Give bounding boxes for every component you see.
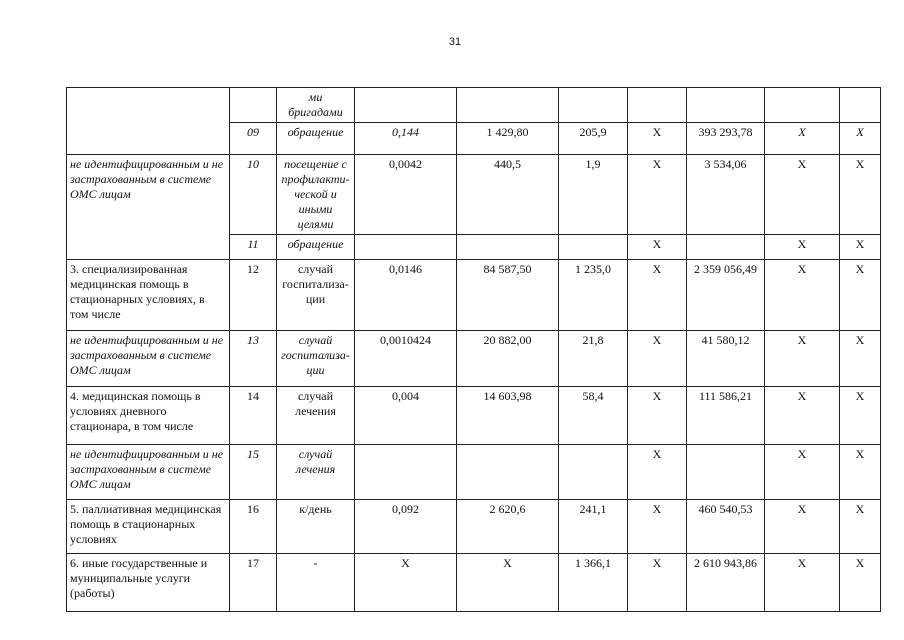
- row-value-4: 2 359 056,49: [687, 260, 765, 331]
- row-x-3: [840, 88, 881, 123]
- row-x-2: X: [765, 500, 840, 554]
- row-code: 14: [230, 387, 277, 445]
- row-value-1: [355, 445, 457, 500]
- row-x-3: X: [840, 260, 881, 331]
- row-name: 3. специализированная медицинская помощь в стационарных условиях, в том числе: [67, 260, 230, 331]
- row-value-4: 111 586,21: [687, 387, 765, 445]
- row-x-2: X: [765, 554, 840, 612]
- row-x-2: X: [765, 331, 840, 387]
- row-x-2: X: [765, 445, 840, 500]
- row-value-4: [687, 445, 765, 500]
- table-row: [67, 88, 881, 123]
- row-x-3: X: [840, 331, 881, 387]
- row-value-1: 0,0146: [355, 260, 457, 331]
- row-name: не идентифицированным и не застрахованным в системе ОМС лицам: [67, 445, 230, 500]
- row-name: [67, 88, 230, 155]
- row-x-2: X: [765, 260, 840, 331]
- row-x-1: X: [628, 235, 687, 260]
- row-code: 12: [230, 260, 277, 331]
- row-value-2: [457, 235, 559, 260]
- row-x-3: X: [840, 500, 881, 554]
- row-value-4: 460 540,53: [687, 500, 765, 554]
- row-x-1: X: [628, 387, 687, 445]
- row-value-3: 241,1: [559, 500, 628, 554]
- row-code: 11: [230, 235, 277, 260]
- row-value-4: [687, 235, 765, 260]
- row-code: 15: [230, 445, 277, 500]
- row-value-4: 3 534,06: [687, 155, 765, 235]
- row-value-2: [457, 445, 559, 500]
- row-unit: случай лечения: [277, 387, 355, 445]
- row-value-4: 41 580,12: [687, 331, 765, 387]
- row-value-1: 0,0010424: [355, 331, 457, 387]
- row-value-2: X: [457, 554, 559, 612]
- row-value-1: 0,0042: [355, 155, 457, 235]
- row-value-2: 84 587,50: [457, 260, 559, 331]
- row-value-3: 205,9: [559, 123, 628, 155]
- row-value-2: 440,5: [457, 155, 559, 235]
- row-unit: случай лечения: [277, 445, 355, 500]
- table-row: [67, 554, 881, 612]
- row-code: [230, 88, 277, 123]
- row-unit: к/день: [277, 500, 355, 554]
- row-unit: ми бригадами: [277, 88, 355, 123]
- row-x-1: X: [628, 260, 687, 331]
- row-value-4: 393 293,78: [687, 123, 765, 155]
- row-name: 5. паллиативная медицинская помощь в стационарных условиях: [67, 500, 230, 554]
- row-x-2: X: [765, 387, 840, 445]
- row-value-1: 0,004: [355, 387, 457, 445]
- row-value-2: 14 603,98: [457, 387, 559, 445]
- row-x-3: X: [840, 554, 881, 612]
- row-x-1: [628, 88, 687, 123]
- row-value-3: 21,8: [559, 331, 628, 387]
- table-row: [67, 260, 881, 331]
- row-value-2: 1 429,80: [457, 123, 559, 155]
- row-code: 09: [230, 123, 277, 155]
- row-value-4: 2 610 943,86: [687, 554, 765, 612]
- row-x-3: X: [840, 387, 881, 445]
- row-value-3: 58,4: [559, 387, 628, 445]
- table-row: [67, 387, 881, 445]
- page-number: 31: [448, 36, 462, 48]
- table-row: [67, 331, 881, 387]
- row-value-2: 20 882,00: [457, 331, 559, 387]
- row-code: 16: [230, 500, 277, 554]
- row-x-3: X: [840, 445, 881, 500]
- row-unit: случай госпитализа-ции: [277, 331, 355, 387]
- row-value-1: 0,144: [355, 123, 457, 155]
- row-value-3: 1 235,0: [559, 260, 628, 331]
- row-name: не идентифицированным и не застрахованным в системе ОМС лицам: [67, 155, 230, 260]
- table-row: [67, 445, 881, 500]
- row-value-3: [559, 445, 628, 500]
- row-value-1: X: [355, 554, 457, 612]
- row-value-4: [687, 88, 765, 123]
- table-row: [67, 155, 881, 235]
- row-code: 10: [230, 155, 277, 235]
- row-value-3: [559, 88, 628, 123]
- row-x-2: X: [765, 235, 840, 260]
- row-unit: посещение с профилакти-ческой и иными целями: [277, 155, 355, 235]
- row-unit: обращение: [277, 235, 355, 260]
- row-value-3: 1,9: [559, 155, 628, 235]
- row-value-1: [355, 88, 457, 123]
- row-x-2: [765, 88, 840, 123]
- row-code: 13: [230, 331, 277, 387]
- row-unit: обращение: [277, 123, 355, 155]
- row-name: 4. медицинская помощь в условиях дневного стационара, в том числе: [67, 387, 230, 445]
- row-unit: случай госпитализа-ции: [277, 260, 355, 331]
- row-x-1: X: [628, 155, 687, 235]
- row-name: не идентифицированным и не застрахованным в системе ОМС лицам: [67, 331, 230, 387]
- row-x-2: X: [765, 155, 840, 235]
- row-value-1: [355, 235, 457, 260]
- row-x-3: X: [840, 235, 881, 260]
- row-value-3: 1 366,1: [559, 554, 628, 612]
- row-x-3: X: [840, 155, 881, 235]
- row-value-2: [457, 88, 559, 123]
- table-row: [67, 500, 881, 554]
- row-value-2: 2 620,6: [457, 500, 559, 554]
- row-code: 17: [230, 554, 277, 612]
- row-x-1: X: [628, 554, 687, 612]
- row-x-3: X: [840, 123, 881, 155]
- financing-table: [66, 87, 881, 612]
- row-value-3: [559, 235, 628, 260]
- row-x-1: X: [628, 123, 687, 155]
- row-x-2: X: [765, 123, 840, 155]
- row-x-1: X: [628, 331, 687, 387]
- row-unit: -: [277, 554, 355, 612]
- row-x-1: X: [628, 445, 687, 500]
- row-x-1: X: [628, 500, 687, 554]
- row-name: 6. иные государственные и муниципальные услуги (работы): [67, 554, 230, 612]
- row-value-1: 0,092: [355, 500, 457, 554]
